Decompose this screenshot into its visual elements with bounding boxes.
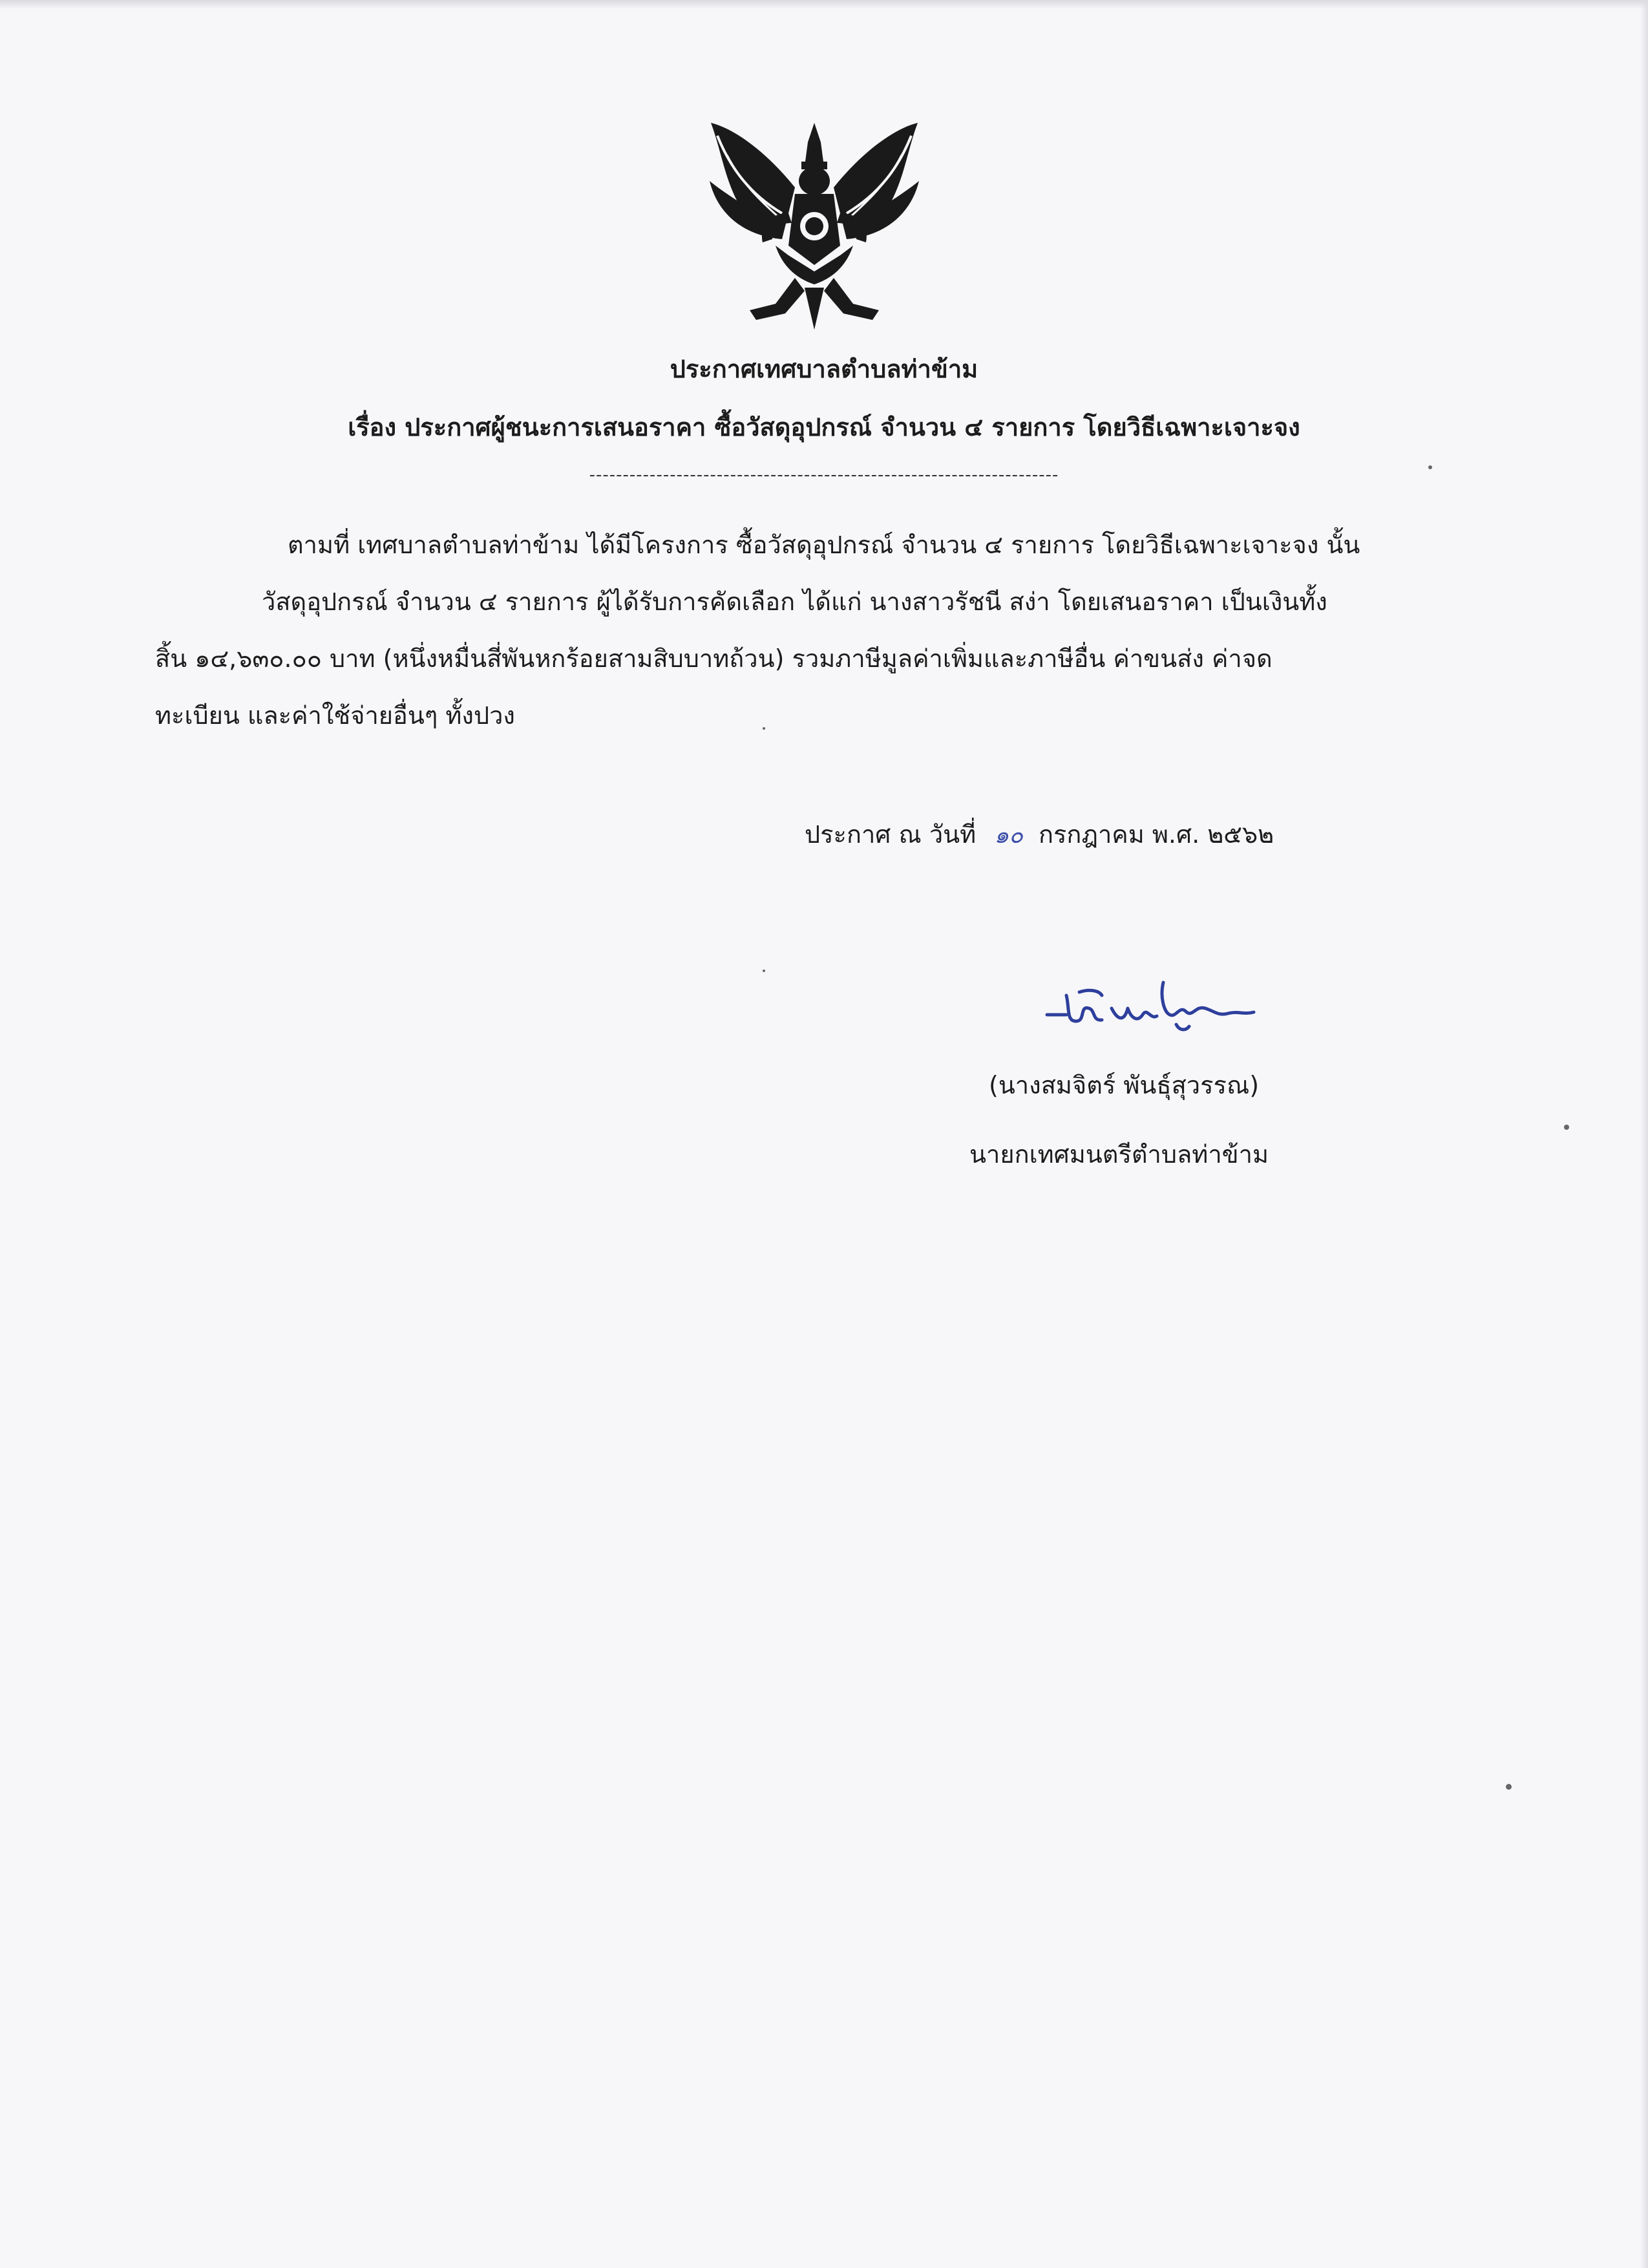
handwritten-signature — [1041, 970, 1273, 1041]
date-day-handwritten: ๑๐ — [994, 822, 1024, 849]
scan-speck — [1506, 1784, 1512, 1790]
scan-speck — [763, 727, 765, 730]
scan-speck — [763, 970, 765, 972]
signer-name: (นางสมจิตร์ พันธุ์สุวรรณ) — [989, 1071, 1260, 1099]
scan-speck — [1428, 465, 1432, 469]
body-line: สิ้น ๑๔,๖๓๐.๐๐ บาท (หนึ่งหมื่นสี่พันหกร้อยสามสิบบาทถ้วน) รวมภาษีมูลค่าเพิ่มและภาษีอื่น ค่าขนส่ง ค่าจด — [155, 644, 1273, 673]
garuda-emblem-icon — [698, 116, 931, 336]
signer-position: นายกเทศมนตรีตำบลท่าข้าม — [969, 1140, 1269, 1169]
date-prefix: ประกาศ ณ วันที่ — [805, 820, 977, 849]
scan-speck — [1564, 1125, 1569, 1130]
separator-line: ---------------------------------------------------------------------- — [589, 465, 1059, 485]
announcement-title: ประกาศเทศบาลตำบลท่าข้าม — [670, 355, 978, 383]
scan-edge-right — [1640, 0, 1648, 2268]
body-line: ตามที่ เทศบาลตำบลท่าข้าม ได้มีโครงการ ซื้อวัสดุอุปกรณ์ จำนวน ๔ รายการ โดยวิธีเฉพาะเจาะจง นั้น — [288, 531, 1360, 559]
body-line: วัสดุอุปกรณ์ จำนวน ๔ รายการ ผู้ได้รับการคัดเลือก ได้แก่ นางสาวรัชนี สง่า โดยเสนอราคา เป็นเงินทั้ง — [262, 588, 1327, 616]
body-line: ทะเบียน และค่าใช้จ่ายอื่นๆ ทั้งปวง — [155, 701, 515, 730]
announcement-date — [805, 814, 1274, 854]
announcement-subject: เรื่อง ประกาศผู้ชนะการเสนอราคา ซื้อวัสดุอุปกรณ์ จำนวน ๔ รายการ โดยวิธีเฉพาะเจาะจง — [348, 413, 1300, 441]
scan-edge-top — [0, 0, 1648, 9]
date-month-year: กรกฎาคม พ.ศ. ๒๕๖๒ — [1039, 820, 1274, 849]
